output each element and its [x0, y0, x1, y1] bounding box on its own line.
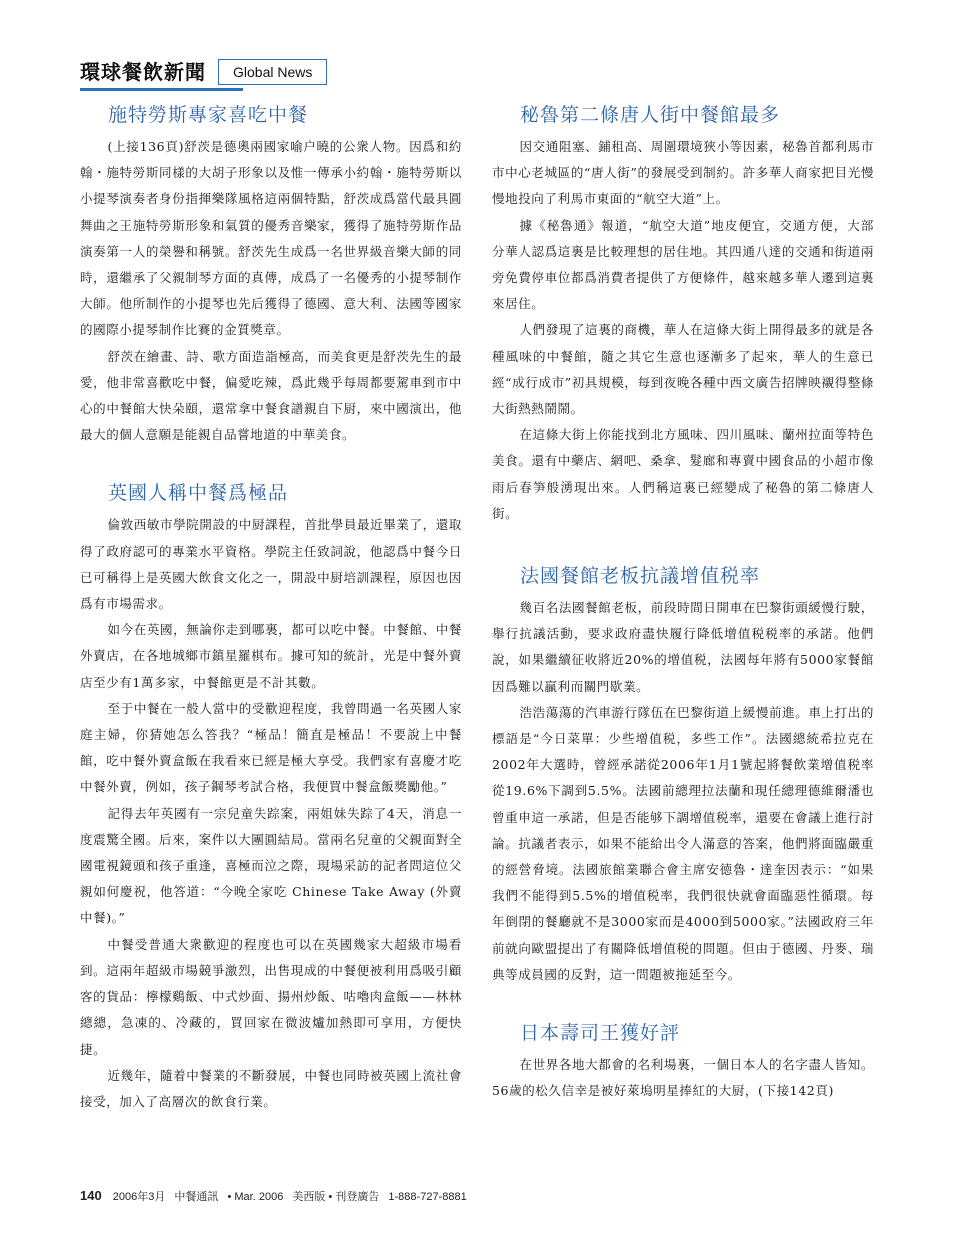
article-title: 日本壽司王獲好評	[520, 1022, 681, 1045]
right-column	[492, 100, 874, 1105]
article-title: 英國人稱中餐爲極品	[108, 482, 289, 505]
article-paragraph: 如今在英國，無論你走到哪裏，都可以吃中餐。中餐館、中餐外賣店，在各地城鄉市鎮星羅棋布。據可知的統計，光是中餐外賣店至少有1萬多家，中餐館更是不計其數。	[80, 622, 462, 690]
article-paragraph: 記得去年英國有一宗兒童失踪案，兩姐妹失踪了4天，消息一度震驚全國。后來，案件以大團圓結局。當兩名兒童的父親面對全國電視鏡頭和孩子重逢，喜極而泣之際，現場采訪的記者問這位父親如何慶祝，他答道：“今晚全家吃 Chinese Take Away (外賣中餐)。”	[80, 805, 462, 926]
article-paragraph: 中餐受普通大衆歡迎的程度也可以在英國幾家大超級市場看到。這兩年超級市場競爭激烈，出售現成的中餐便被利用爲吸引顧客的貨品：檸檬鷄飯、中式炒面、揚州炒飯、咕嚕肉盒飯——林林總總，急凍的、冷藏的，買回家在微波爐加熱即可享用，方便快捷。	[80, 936, 462, 1057]
page-footer	[80, 1188, 473, 1204]
article-uk-chinese-food	[80, 478, 462, 1115]
header-accent-rule	[80, 88, 243, 91]
section-title: 環球餐飲新聞	[80, 60, 206, 84]
article-paragraph: 在世界各地大都會的名利場裏，一個日本人的名字盡人皆知。56歲的松久信幸是被好萊塢明星捧紅的大厨，(下接142頁)	[492, 1057, 874, 1099]
section-badge: Global News	[218, 59, 327, 85]
footer-phone: 1-888-727-8881	[388, 1191, 467, 1203]
footer-region: 美西版 • 刊登廣告	[292, 1191, 380, 1203]
article-paragraph: 因交通阻塞、鋪租高、周圍環境狹小等因素，秘魯首都利馬市市中心老城區的“唐人街”的發展受到制約。許多華人商家把目光慢慢地投向了利馬市東面的“航空大道”上。	[492, 139, 874, 207]
article-paragraph: 近幾年，隨着中餐業的不斷發展，中餐也同時被英國上流社會接受，加入了高層次的飲食行業。	[80, 1067, 462, 1109]
article-paragraph: 幾百名法國餐館老板，前段時間日開車在巴黎街頭緩慢行駛，舉行抗議活動，要求政府盡快履行降低增值税税率的承諾。他們說，如果繼續征收將近20%的增值税，法國每年將有5000家餐館因爲難以贏利而關門歇業。	[492, 600, 874, 694]
article-japan-sushi	[492, 1018, 874, 1104]
footer-edition: • Mar. 2006	[227, 1191, 284, 1203]
article-title: 法國餐館老板抗議增值税率	[520, 565, 761, 588]
article-paragraph: 浩浩蕩蕩的汽車游行隊伍在巴黎街道上緩慢前進。車上打出的標語是“今日菜單：少些增值税，多些工作”。法國總統希拉克在2002年大選時，曾經承諾從2006年1月1號起將餐飲業增值税率從19.6%下調到5.5%。法國前總理拉法蘭和現任總理德維爾潘也曾重申這一承諾，但是否能够下調增值税率，還要在會議上進行討論。抗議者表示，如果不能給出令人滿意的答案，他們將面臨嚴重的經營脅境。法國旅館業聯合會主席安德魯・達奎因表示：“如果我們不能得到5.5%的增值税率，我們很快就會面臨惡性循環。每年倒閉的餐廳就不是3000家而是4000到5000家。”法國政府三年前就向歐盟提出了有關降低增值税的問題。但由于德國、丹麥、瑞典等成員國的反對，這一問題被拖延至今。	[492, 704, 874, 982]
article-paragraph: 倫敦西敏市學院開設的中厨課程，首批學員最近畢業了，還取得了政府認可的專業水平資格。學院主任致詞說，他認爲中餐今日已可稱得上是英國大飲食文化之一，開設中厨培訓課程，原因也因爲有市場需求。	[80, 517, 462, 612]
article-title: 施特勞斯專家喜吃中餐	[108, 104, 309, 126]
page-number: 140	[80, 1188, 102, 1203]
article-paragraph: 在這條大街上你能找到北方風味、四川風味、蘭州拉面等特色美食。還有中藥店、網吧、桑拿、髮廊和專賣中國食品的小超市像雨后春笋般湧現出來。人們稱這裏已經變成了秘魯的第二條唐人街。	[492, 427, 874, 521]
article-paragraph: 人們發現了這裏的商機，華人在這條大街上開得最多的就是各種風味的中餐館，隨之其它生意也逐漸多了起來，華人的生意已經“成行成市”初具規模，每到夜晚各種中西文廣告招牌映襯得整條大街熱熱鬧鬧。	[492, 322, 874, 417]
article-peru-chinatown	[492, 100, 874, 527]
left-column	[80, 100, 462, 1115]
article-paragraph: (上接136頁)舒茨是德奧兩國家喻户曉的公衆人物。因爲和約翰・施特勞斯同樣的大胡子形象以及惟一傳承小約翰・施特勞斯以小提琴演奏者身份指揮樂隊風格這兩個特點，舒茨成爲當代最具圓舞曲之王施特勞斯形象和氣質的優秀音樂家，獲得了施特勞斯作品演奏第一人的榮譽和稱號。舒茨先生成爲一名世界級音樂大師的同時，還繼承了父親制琴方面的真傳，成爲了一名優秀的小提琴制作大師。他所制作的小提琴也先后獲得了德國、意大利、法國等國家的國際小提琴制作比賽的金質獎章。	[80, 139, 462, 338]
article-france-vat	[492, 561, 874, 988]
article-paragraph: 至于中餐在一般人當中的受歡迎程度，我曾問過一名英國人家庭主婦，你猜她怎么答我？“極品！簡直是極品！不要說上中餐館，吃中餐外賣盒飯在我看來已經是極大享受。我們家有喜慶才吃中餐外賣，例如，孩子鋼琴考試合格，我便買中餐盒飯獎勵他。”	[80, 700, 462, 795]
page-header	[80, 58, 880, 92]
article-paragraph: 舒茨在繪畫、詩、歌方面造詣極高，而美食更是舒茨先生的最愛，他非常喜歡吃中餐，偏愛吃辣，爲此幾乎每周都要駕車到市中心的中餐館大快朵頤，還常拿中餐食譜親自下厨，來中國演出，他最大的個人意願是能親自品嘗地道的中華美食。	[80, 348, 462, 443]
article-strauss	[80, 100, 462, 448]
article-paragraph: 據《秘魯通》報道，“航空大道”地皮便宜，交通方便，大部分華人認爲這裏是比較理想的居住地。其四通八達的交通和街道兩旁免費停車位都爲消費者提供了方便條件，越來越多華人遷到這裏來居住。	[492, 217, 874, 312]
footer-date: 2006年3月	[112, 1191, 166, 1203]
footer-publication: 中餐通訊	[174, 1191, 219, 1203]
article-title: 秘魯第二條唐人街中餐館最多	[520, 104, 781, 126]
